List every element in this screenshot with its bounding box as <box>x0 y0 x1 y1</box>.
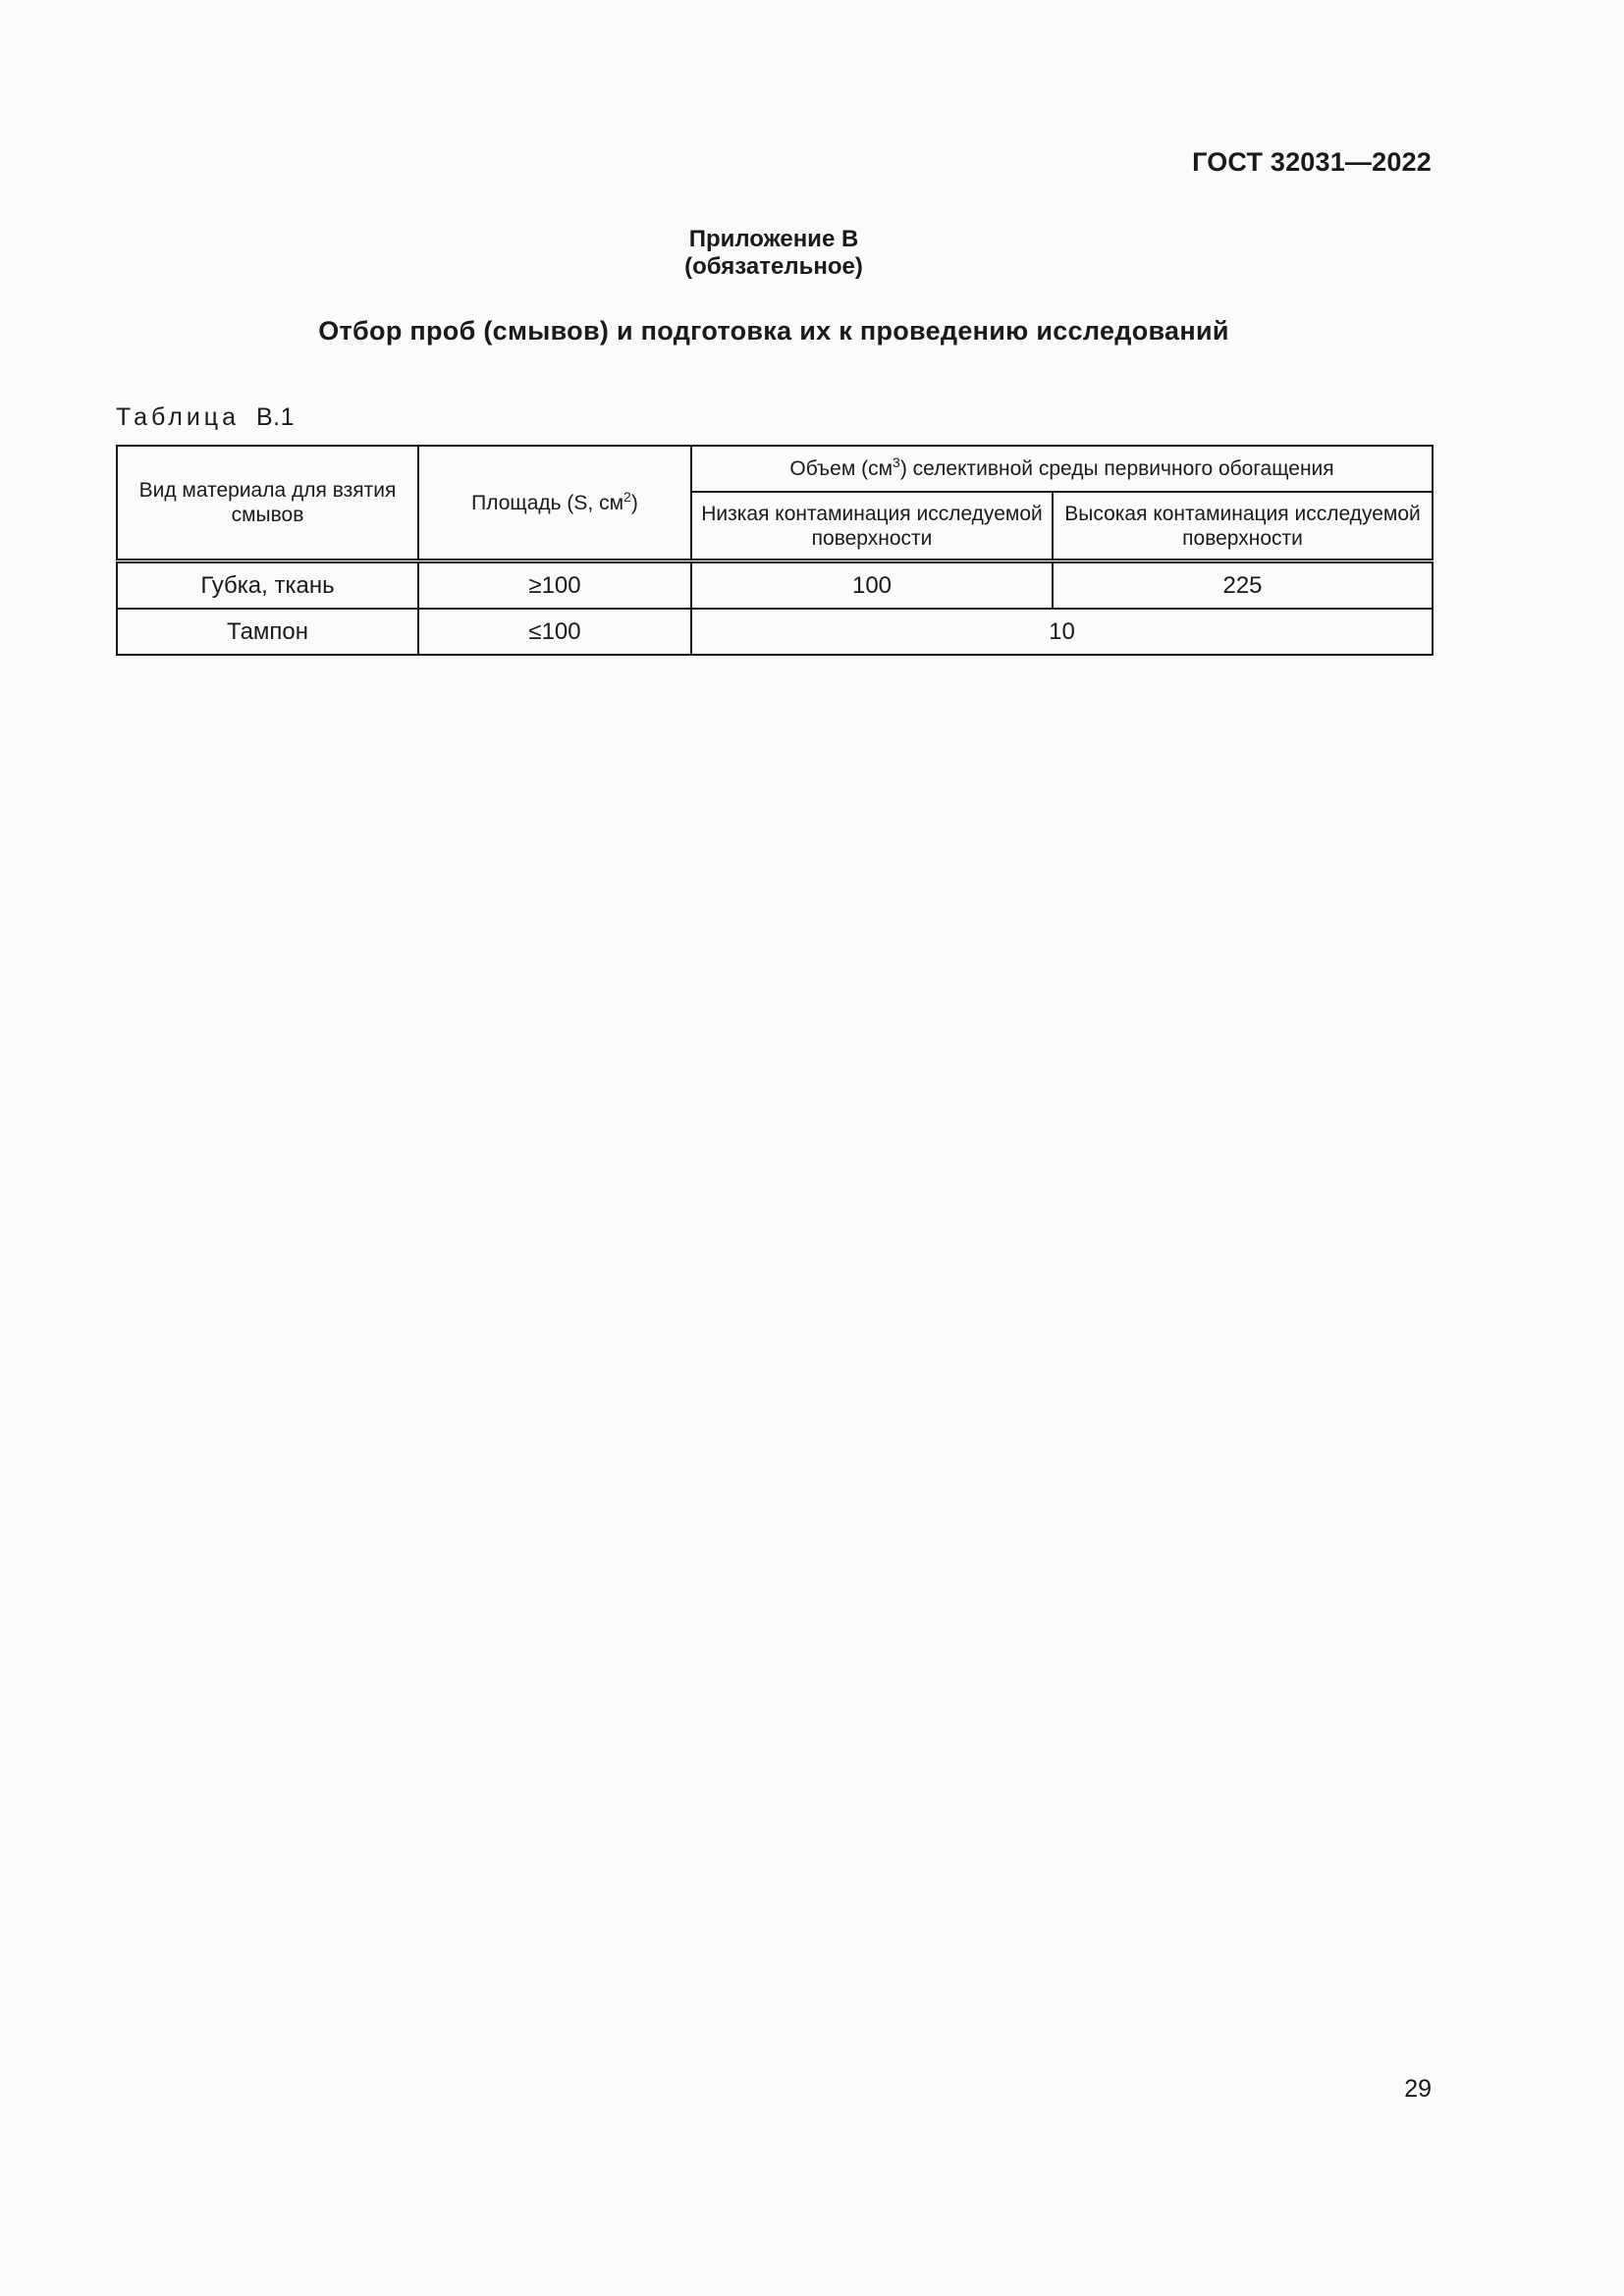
header-area-suffix: ) <box>630 491 638 514</box>
header-low-text: Низкая контаминация исследуемой поверхности <box>701 502 1043 550</box>
header-area <box>418 446 691 561</box>
page-number: 29 <box>1404 2075 1432 2103</box>
section-title: Отбор проб (смывов) и подготовка их к проведению исследований <box>318 316 1229 346</box>
table-row <box>117 609 1433 655</box>
table-header-row <box>117 446 1433 492</box>
table-caption-label: Таблица <box>116 403 241 431</box>
cell-area: ≤100 <box>418 609 691 655</box>
cell-merged-volume: 10 <box>691 609 1433 655</box>
cell-material: Губка, ткань <box>117 561 418 610</box>
appendix-heading <box>0 226 1547 281</box>
cell-high: 225 <box>1053 561 1433 610</box>
table-caption-number: В.1 <box>255 403 296 431</box>
header-area-prefix: Площадь (S, см <box>471 491 624 514</box>
appendix-status: (обязательное) <box>684 253 863 280</box>
header-material <box>117 446 418 561</box>
header-area-sup: 2 <box>623 488 631 505</box>
header-volume-sup: 3 <box>893 454 900 470</box>
document-code: ГОСТ 32031—2022 <box>1192 147 1432 177</box>
header-low-contamination <box>691 492 1053 561</box>
sampling-table <box>116 445 1434 656</box>
header-high-contamination <box>1053 492 1433 561</box>
cell-area: ≥100 <box>418 561 691 610</box>
header-volume <box>691 446 1433 492</box>
header-material-text: Вид материала для взятия смывов <box>138 479 397 526</box>
header-high-text: Высокая контаминация исследуемой поверхности <box>1064 502 1421 550</box>
table-row <box>117 561 1433 610</box>
header-volume-prefix: Объем (см <box>789 457 893 480</box>
cell-material: Тампон <box>117 609 418 655</box>
header-volume-suffix: ) селективной среды первичного обогащения <box>899 457 1334 480</box>
cell-low: 100 <box>691 561 1053 610</box>
table-caption <box>116 403 295 432</box>
appendix-title: Приложение В <box>688 226 859 252</box>
